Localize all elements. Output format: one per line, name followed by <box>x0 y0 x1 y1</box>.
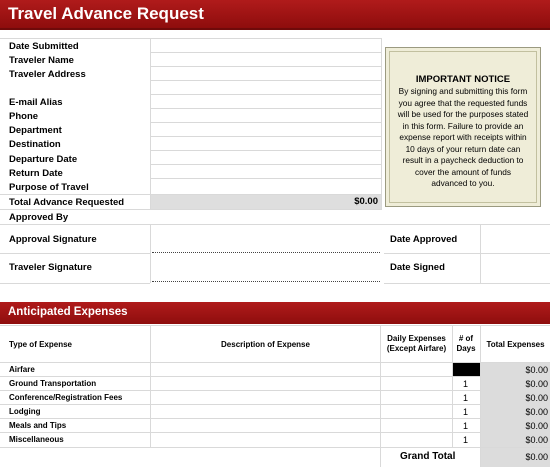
sig-line <box>0 224 550 225</box>
row-days[interactable]: 1 <box>462 421 468 431</box>
grand-total-value: $0.00 <box>525 452 548 462</box>
airfare-days-blocked <box>453 363 480 376</box>
traveler-address-field[interactable] <box>151 67 381 94</box>
row-days[interactable]: 1 <box>462 407 468 417</box>
grand-total-label: Grand Total <box>400 451 456 462</box>
row-days[interactable]: 1 <box>462 435 468 445</box>
sig-line <box>384 253 550 254</box>
row-days[interactable]: 1 <box>462 379 468 389</box>
row-total: $0.00 <box>525 407 548 417</box>
label-purpose: Purpose of Travel <box>9 182 89 193</box>
notice-title: IMPORTANT NOTICE <box>415 74 511 85</box>
row-total: $0.00 <box>525 421 548 431</box>
label-destination: Destination <box>9 139 61 150</box>
header-description: Description of Expense <box>221 340 310 349</box>
sig-line <box>0 283 150 284</box>
traveler-name-field[interactable] <box>151 53 381 66</box>
row-total: $0.00 <box>525 393 548 403</box>
important-notice-box <box>385 47 541 207</box>
notice-body: By signing and submitting this form you agree that the requested funds will be used for the purposes stated in this form. Failure to provide an expense report with receipts within 10 days of your return date can result in a paycheck deduction to cover the amount of funds advanced to you. <box>397 86 529 188</box>
sig-line <box>384 283 550 284</box>
section-title: Anticipated Expenses <box>8 306 128 318</box>
table-line <box>0 447 550 448</box>
date-approved-field[interactable] <box>481 226 550 252</box>
label-email: E-mail Alias <box>9 97 63 108</box>
label-traveler-signature: Traveler Signature <box>9 262 92 273</box>
table-line <box>0 325 550 326</box>
row-total: $0.00 <box>525 435 548 445</box>
destination-field[interactable] <box>151 137 381 150</box>
section-banner <box>0 302 550 324</box>
approval-signature-field[interactable] <box>151 226 380 252</box>
row-type: Conference/Registration Fees <box>9 393 123 402</box>
header-days: # of Days <box>456 334 476 353</box>
traveler-signature-field[interactable] <box>151 255 380 281</box>
label-phone: Phone <box>9 111 39 122</box>
row-type: Ground Transportation <box>9 379 97 388</box>
row-type: Miscellaneous <box>9 435 64 444</box>
form-divider <box>381 38 382 210</box>
header-type: Type of Expense <box>9 340 72 349</box>
row-type: Lodging <box>9 407 41 416</box>
row-type: Meals and Tips <box>9 421 67 430</box>
department-field[interactable] <box>151 123 381 136</box>
label-traveler-address: Traveler Address <box>9 69 86 80</box>
label-traveler-name: Traveler Name <box>9 55 74 66</box>
label-approved-by: Approved By <box>9 212 69 223</box>
title-banner <box>0 0 550 30</box>
header-daily: Daily Expenses (Except Airfare) <box>386 334 447 353</box>
label-total-advance: Total Advance Requested <box>9 197 125 208</box>
label-approval-signature: Approval Signature <box>9 234 97 245</box>
total-advance-cell <box>151 195 381 209</box>
date-submitted-field[interactable] <box>151 39 381 52</box>
form-line <box>0 209 382 210</box>
row-days[interactable]: 1 <box>462 393 468 403</box>
row-type: Airfare <box>9 365 35 374</box>
total-advance-value: $0.00 <box>354 196 378 207</box>
label-return-date: Return Date <box>9 168 63 179</box>
row-total: $0.00 <box>525 365 548 375</box>
label-departure-date: Departure Date <box>9 154 78 165</box>
approval-signature-line <box>152 252 380 253</box>
departure-date-field[interactable] <box>151 151 381 164</box>
page-title: Travel Advance Request <box>8 4 204 23</box>
traveler-signature-line <box>152 281 380 282</box>
purpose-field[interactable] <box>151 179 381 194</box>
date-signed-field[interactable] <box>481 255 550 281</box>
label-date-submitted: Date Submitted <box>9 41 79 52</box>
return-date-field[interactable] <box>151 165 381 178</box>
header-total: Total Expenses <box>486 340 545 349</box>
label-date-approved: Date Approved <box>390 234 458 245</box>
sig-line <box>0 253 150 254</box>
phone-field[interactable] <box>151 109 381 122</box>
important-notice-inner <box>389 51 537 203</box>
label-date-signed: Date Signed <box>390 262 445 273</box>
row-total: $0.00 <box>525 379 548 389</box>
email-field[interactable] <box>151 95 381 108</box>
label-department: Department <box>9 125 62 136</box>
